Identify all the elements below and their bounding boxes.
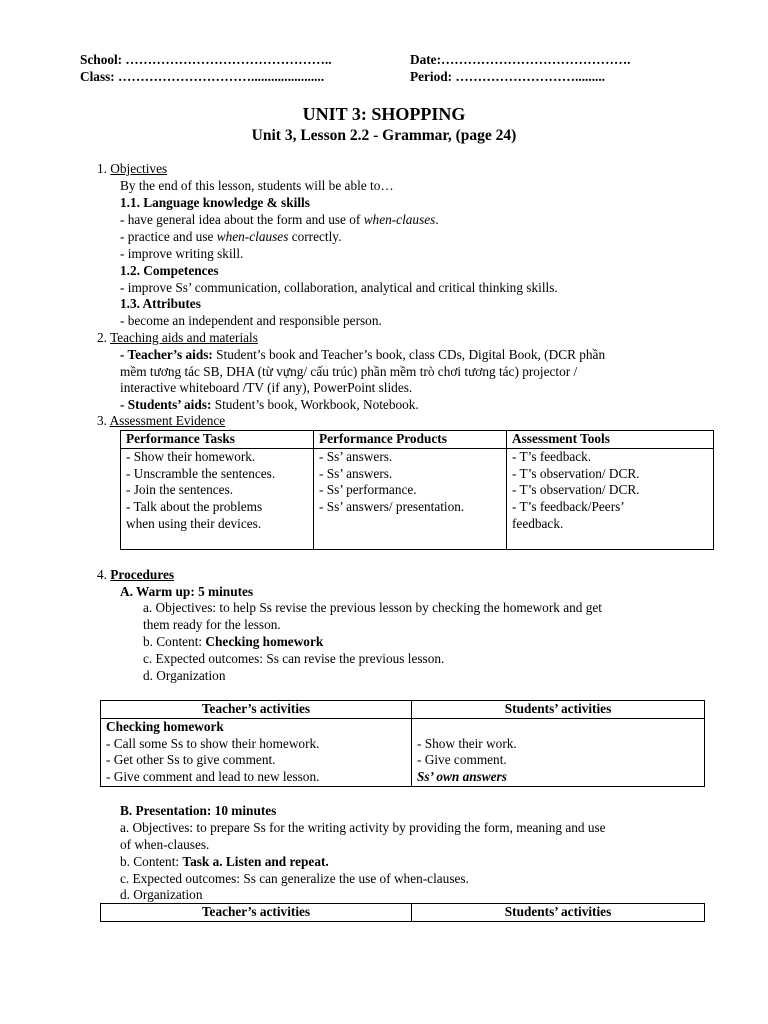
students-activities-cell: - Show their work. - Give comment. Ss’ own answers bbox=[412, 718, 705, 786]
table-header: Performance Tasks bbox=[121, 431, 314, 449]
objective-item: - practice and use when-clauses correctly. bbox=[120, 229, 342, 244]
unit-title: UNIT 3: SHOPPING bbox=[302, 104, 466, 124]
table-header: Assessment Tools bbox=[507, 431, 714, 449]
teacher-aids: - Teacher’s aids: Student’s book and Teacher’s book, class CDs, Digital Book, (DCR phần bbox=[120, 347, 606, 362]
objective-item: - improve writing skill. bbox=[120, 246, 244, 261]
teacher-aids-cont: interactive whiteboard /TV (if any), PowerPoint slides. bbox=[120, 380, 413, 395]
students-aids: - Students’ aids: Student’s book, Workbook, Notebook. bbox=[120, 397, 419, 412]
teacher-aids-cont: mềm tương tác SB, DHA (từ vựng/ cấu trúc) phần mềm trò chơi tương tác) projector / bbox=[120, 364, 578, 379]
presentation-content: b. Content: Task a. Listen and repeat. bbox=[120, 854, 329, 869]
table-header: Performance Products bbox=[314, 431, 507, 449]
period-field: Period: ………………………......... bbox=[410, 69, 606, 84]
table-header: Students’ activities bbox=[412, 904, 705, 922]
competence-item: - improve Ss’ communication, collaboration, analytical and critical thinking skills. bbox=[120, 280, 558, 295]
class-field: Class: …………………………...................... bbox=[80, 69, 325, 84]
table-header: Teacher’s activities bbox=[101, 904, 412, 922]
lesson-title: Unit 3, Lesson 2.2 - Grammar, (page 24) bbox=[251, 127, 517, 144]
warmup-outcomes: c. Expected outcomes: Ss can revise the previous lesson. bbox=[143, 651, 445, 666]
objectives-intro: By the end of this lesson, students will be able to… bbox=[120, 178, 394, 193]
assessment-heading: 3. Assessment Evidence bbox=[97, 413, 226, 428]
warmup-objectives-cont: them ready for the lesson. bbox=[143, 617, 281, 632]
presentation-activities-table bbox=[100, 903, 705, 922]
table-header: Students’ activities bbox=[412, 701, 705, 719]
date-field: Date:……………………………………. bbox=[410, 52, 631, 67]
assessment-table bbox=[120, 430, 714, 550]
language-knowledge-heading: 1.1. Language knowledge & skills bbox=[120, 195, 310, 210]
warmup-organization: d. Organization bbox=[143, 668, 226, 683]
attribute-item: - become an independent and responsible person. bbox=[120, 313, 382, 328]
warmup-heading: A. Warm up: 5 minutes bbox=[120, 584, 254, 599]
school-field: School: ……………………………………….. bbox=[80, 52, 332, 67]
presentation-organization: d. Organization bbox=[120, 887, 203, 902]
presentation-heading: B. Presentation: 10 minutes bbox=[120, 803, 277, 818]
performance-products-cell: - Ss’ answers. - Ss’ answers. - Ss’ performance. - Ss’ answers/ presentation. bbox=[314, 448, 507, 549]
performance-tasks-cell: - Show their homework. - Unscramble the sentences. - Join the sentences. - Talk about the problems when using their devices. bbox=[121, 448, 314, 549]
warmup-objectives: a. Objectives: to help Ss revise the previous lesson by checking the homework and get bbox=[143, 600, 603, 615]
warmup-activities-table bbox=[100, 700, 705, 787]
competences-heading: 1.2. Competences bbox=[120, 263, 219, 278]
attributes-heading: 1.3. Attributes bbox=[120, 296, 201, 311]
objective-item: - have general idea about the form and use of when-clauses. bbox=[120, 212, 439, 227]
presentation-outcomes: c. Expected outcomes: Ss can generalize the use of when-clauses. bbox=[120, 871, 469, 886]
presentation-objectives: a. Objectives: to prepare Ss for the writing activity by providing the form, meaning and use bbox=[120, 820, 606, 835]
objectives-heading: 1. Objectives bbox=[97, 161, 168, 176]
warmup-content: b. Content: Checking homework bbox=[143, 634, 324, 649]
assessment-tools-cell: - T’s feedback. - T’s observation/ DCR. - T’s observation/ DCR. - T’s feedback/Peers’ feedback. bbox=[507, 448, 714, 549]
teacher-activities-cell: Checking homework - Call some Ss to show their homework. - Get other Ss to give comment. - Give comment and lead to new lesson. bbox=[101, 718, 412, 786]
teaching-aids-heading: 2. Teaching aids and materials bbox=[97, 330, 258, 345]
presentation-objectives-cont: of when-clauses. bbox=[120, 837, 210, 852]
table-header: Teacher’s activities bbox=[101, 701, 412, 719]
procedures-heading: 4. Procedures bbox=[97, 567, 175, 582]
